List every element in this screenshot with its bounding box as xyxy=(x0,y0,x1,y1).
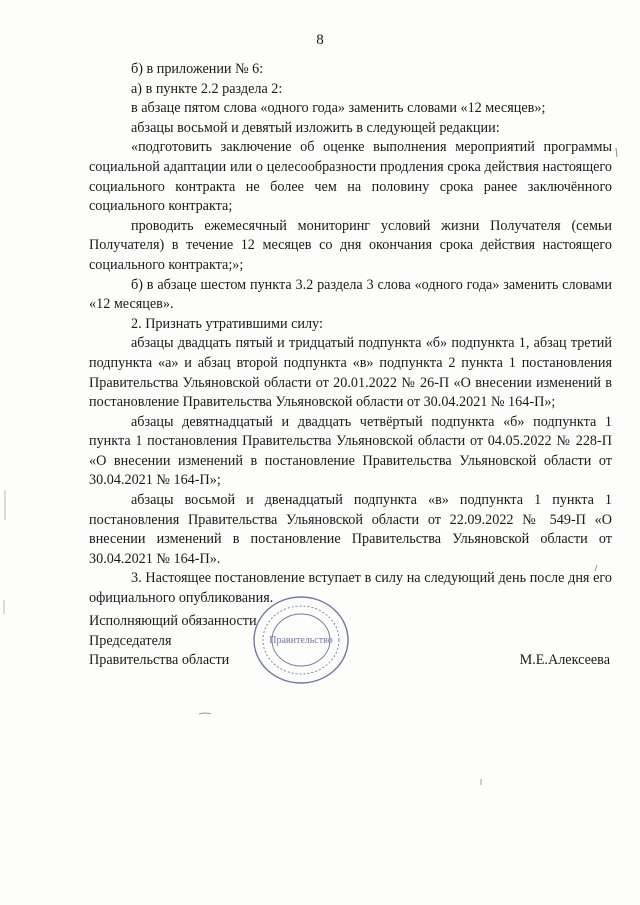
paragraph: абзацы двадцать пятый и тридцатый подпункта «б» подпункта 1, абзац третий подпункта «а» и абзац второй подпункта «в» подпункта 2 пункта 1 постановления Правительства Ульяновской области от 20.01.2022 № 26-П «О внесении изменений в постановление Правительства Ульяновской области от 30.04.2021 № 164-П»; xyxy=(89,335,612,411)
paragraph: а) в пункте 2.2 раздела 2: xyxy=(131,80,283,97)
signatory-title-line: Правительства области xyxy=(89,652,230,669)
paragraph: б) в приложении № 6: xyxy=(131,61,264,77)
official-seal-stamp xyxy=(249,592,353,688)
document-body xyxy=(89,60,612,609)
paragraph: в абзаце пятом слова «одного года» заменить словами «12 месяцев»; xyxy=(131,100,546,117)
signatory-title-line: Председателя xyxy=(89,632,172,649)
paragraph: абзацы восьмой и девятый изложить в следующей редакции: xyxy=(131,119,500,136)
signatory-title-line: Исполняющий обязанности xyxy=(89,613,257,629)
seal-text: Правительство xyxy=(269,635,333,646)
signatory-name: М.Е.Алексеева xyxy=(519,652,610,668)
page-number: 8 xyxy=(316,32,324,48)
paragraph: «подготовить заключение об оценке выполнения мероприятий программы социальной адаптации или о целесообразности продления срока действия настоящего социального контракта не более чем на половину срока ранее заключённого социального контракта; xyxy=(89,139,612,215)
paragraph: абзацы девятнадцатый и двадцать четвёртый подпункта «б» подпункта 1 пункта 1 постановления Правительства Ульяновской области от 04.05.2022 № 228-П «О внесении изменений в постановление Правительства Ульяновской области от 30.04.2021 № 164-П»; xyxy=(89,413,612,489)
paragraph: 3. Настоящее постановление вступает в силу на следующий день после дня его официального опубликования. xyxy=(89,570,612,607)
paragraph: б) в абзаце шестом пункта 3.2 раздела 3 слова «одного года» заменить словами «12 месяцев». xyxy=(89,276,612,313)
paragraph: проводить ежемесячный мониторинг условий жизни Получателя (семьи Получателя) в течение 12 месяцев со дня окончания срока действия настоящего социального контракта;»; xyxy=(89,217,612,273)
signatory-title xyxy=(89,612,257,671)
paragraph: абзацы восьмой и двенадцатый подпункта «в» подпункта 1 пункта 1 постановления Правительства Ульяновской области от 22.09.2022 № 549-П «О внесении изменений в постановление Правительства Ульяновской области от 30.04.2021 № 164-П». xyxy=(89,492,612,567)
paragraph: 2. Признать утратившими силу: xyxy=(131,315,323,332)
